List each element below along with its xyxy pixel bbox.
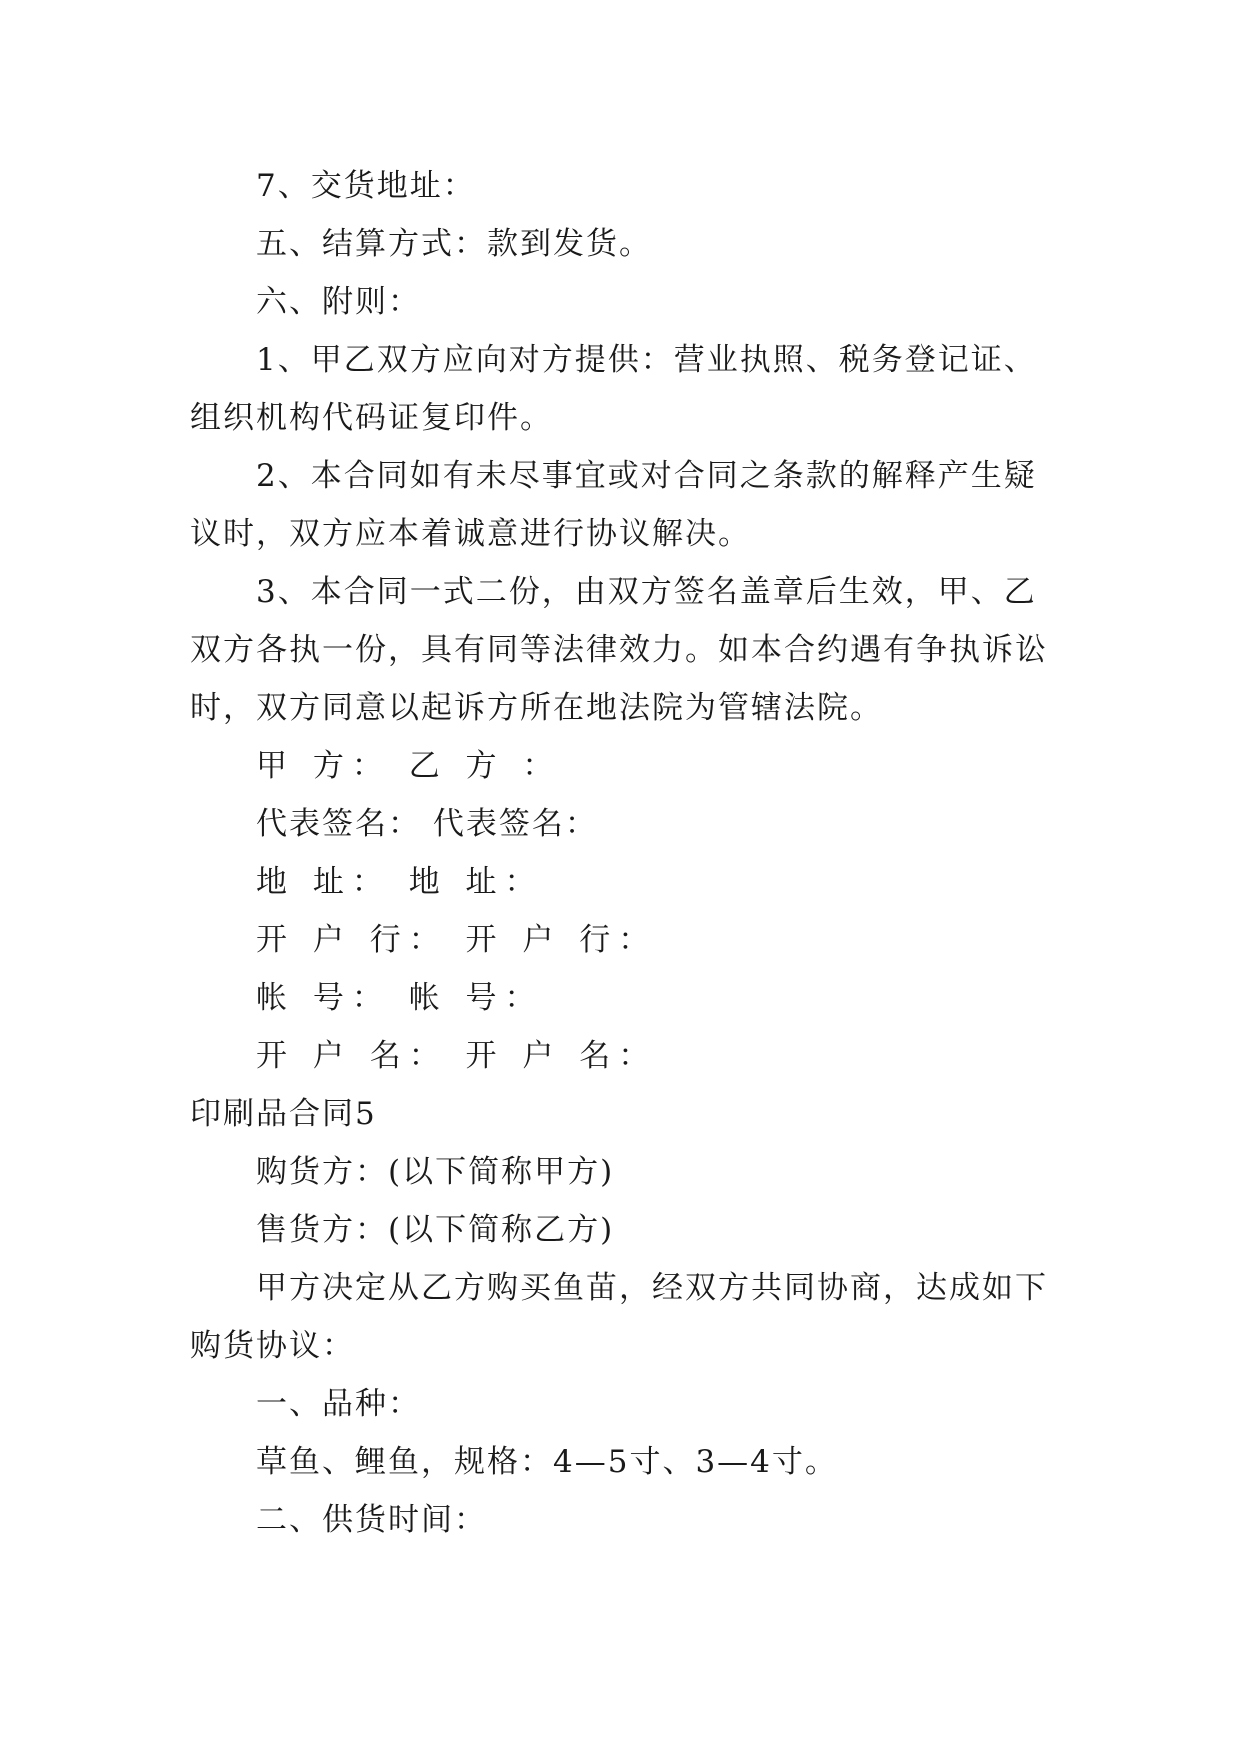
supplementary-clause-1: 1、甲乙双方应向对方提供：营业执照、税务登记证、 — [256, 342, 1037, 378]
supplementary-clause-1-cont: 组织机构代码证复印件。 — [190, 400, 553, 436]
variety-detail: 草鱼、鲤鱼，规格：4—5寸、3—4寸。 — [256, 1444, 838, 1480]
supplementary-clause-2: 2、本合同如有未尽事宜或对合同之条款的解释产生疑 — [256, 458, 1037, 494]
signature-account-name: 开 户 名： 开 户 名： — [256, 1038, 658, 1074]
section-supply-time: 二、供货时间： — [256, 1502, 487, 1538]
contract-title: 印刷品合同5 — [190, 1096, 377, 1132]
signature-bank: 开 户 行： 开 户 行： — [256, 922, 658, 958]
section-supplementary: 六、附则： — [256, 284, 421, 320]
signature-party-label: 甲 方： 乙 方 ： — [256, 748, 562, 784]
signature-address: 地 址： 地 址： — [256, 864, 544, 900]
agreement-intro: 甲方决定从乙方购买鱼苗，经双方共同协商，达成如下 — [256, 1270, 1048, 1306]
clause-delivery-address: 7、交货地址： — [256, 168, 476, 204]
agreement-intro-cont: 购货协议： — [190, 1328, 355, 1364]
signature-representative: 代表签名： 代表签名： — [256, 806, 598, 842]
buyer-party: 购货方：(以下简称甲方) — [256, 1154, 615, 1190]
section-settlement: 五、结算方式：款到发货。 — [256, 226, 652, 262]
supplementary-clause-3: 3、本合同一式二份，由双方签名盖章后生效，甲、乙 — [256, 574, 1037, 610]
supplementary-clause-3-cont: 双方各执一份，具有同等法律效力。如本合约遇有争执诉讼 — [190, 632, 1048, 668]
supplementary-clause-2-cont: 议时，双方应本着诚意进行协议解决。 — [190, 516, 751, 552]
supplementary-clause-3-cont-2: 时，双方同意以起诉方所在地法院为管辖法院。 — [190, 690, 883, 726]
signature-account-number: 帐 号： 帐 号： — [256, 980, 544, 1016]
section-variety: 一、品种： — [256, 1386, 421, 1422]
seller-party: 售货方：(以下简称乙方) — [256, 1212, 615, 1248]
